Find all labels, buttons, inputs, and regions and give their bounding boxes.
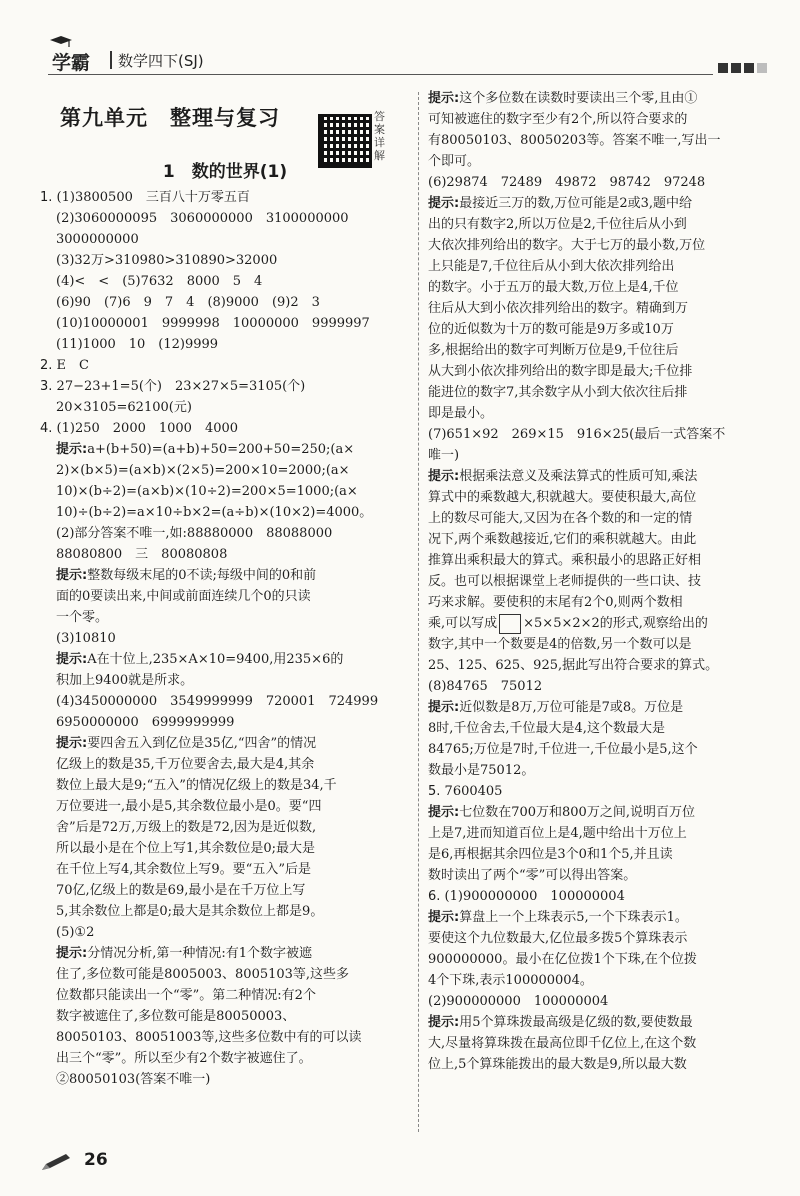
answer-line [40, 271, 410, 292]
answer-line [40, 397, 410, 418]
answer-text: 这个多位数在读数时要读出三个零,且由① [459, 91, 698, 106]
answer-line [428, 1033, 778, 1054]
answer-text: 27−23+1=5(个) 23×27×5=3105(个) [56, 379, 306, 394]
item-number: 5. [428, 784, 441, 799]
answer-line [428, 340, 778, 361]
answer-line [40, 481, 410, 502]
answer-line [40, 292, 410, 313]
answer-line [40, 439, 410, 460]
answer-line [428, 172, 778, 193]
answer-text: 7600405 [444, 784, 503, 799]
answer-line [428, 697, 778, 718]
answer-line [40, 313, 410, 334]
answer-text: ×5×5×2×2的形式,观察给出的 [523, 616, 708, 631]
answer-text: 唯一) [428, 448, 460, 463]
answer-line [40, 901, 410, 922]
answer-text: 多,根据给出的数字可判断万位是9,千位往后 [428, 343, 679, 358]
answer-text: 所以最小是在个位上写1,其余数位是0;最大是 [56, 841, 316, 856]
answer-text: (10)10000001 9999998 10000000 9999997 [56, 316, 370, 331]
answer-line [428, 739, 778, 760]
brand-logo: 学霸 [52, 52, 91, 74]
answer-line [40, 754, 410, 775]
answer-text: 出的只有数字2,所以万位是2,千位往后从小到 [428, 217, 687, 232]
answer-text: 上是7,进而知道百位上是4,题中给出十万位上 [428, 826, 687, 841]
item-number: 2. [40, 358, 53, 373]
answer-line [40, 859, 410, 880]
answer-text: 出三个“零”。所以至少有2个数字被遮住了。 [56, 1051, 312, 1066]
column-divider [418, 92, 419, 1132]
header-separator [110, 51, 112, 69]
answer-line [40, 460, 410, 481]
answer-text: 位的近似数为十万的数可能是9万多或10万 [428, 322, 674, 337]
answer-line [428, 886, 778, 907]
answer-line [428, 571, 778, 592]
answer-text: 10)÷(b÷2)=a×10÷b×2=(a÷b)×(10×2)=4000。 [56, 505, 373, 520]
right-answer-list [428, 88, 778, 1075]
answer-line [428, 88, 778, 109]
answer-text: 数位上最大是9;“五入”的情况亿级上的数是34,千 [56, 778, 337, 793]
answer-text: a+(b+50)=(a+b)+50=200+50=250;(a× [87, 442, 355, 457]
unit-title: 第九单元 整理与复习 [60, 106, 280, 130]
answer-text: (1)250 2000 1000 4000 [56, 421, 239, 436]
decor-block [731, 63, 741, 73]
answer-text: (2)900000000 100000004 [428, 994, 609, 1009]
answer-text: 5,其余数位上都是0;最大是其余数位上都是9。 [56, 904, 324, 919]
answer-text: (1)3800500 三百八十万零五百 [56, 190, 250, 205]
answer-line [428, 298, 778, 319]
answer-text: (6)90 (7)6 9 7 4 (8)9000 (9)2 3 [56, 295, 320, 310]
item-number: 4. [40, 421, 53, 436]
answer-text: (2)3060000095 3060000000 3100000000 [56, 211, 349, 226]
decor-block [718, 63, 728, 73]
answer-text: (11)1000 10 (12)9999 [56, 337, 219, 352]
answer-text: 数字被遮住了,多位数可能是80050003、 [56, 1009, 296, 1024]
answer-line [40, 943, 410, 964]
answer-text: 要使这个九位数最大,亿位最多拨5个算珠表示 [428, 931, 688, 946]
answer-text: 亿级上的数是35,千万位要舍去,最大是4,其余 [56, 757, 315, 772]
answer-text: 况下,两个乘数越接近,它们的乘积就越大。由此 [428, 532, 697, 547]
answer-text: 从大到小依次排列给出的数字即是最大;千位排 [428, 364, 693, 379]
answer-text: 算式中的乘数越大,积就越大。要使积最大,高位 [428, 490, 697, 505]
answer-text: 数字,其中一个数要是4的倍数,另一个数可以是 [428, 637, 692, 652]
answer-line [428, 235, 778, 256]
answer-line [40, 691, 410, 712]
answer-text: 即是最小。 [428, 406, 494, 421]
answer-line [428, 403, 778, 424]
answer-text: (7)651×92 269×15 916×25(最后一式答案不 [428, 427, 726, 442]
answer-text: 上只能是7,千位往后从小到大依次排列给出 [428, 259, 675, 274]
answer-line [40, 544, 410, 565]
qr-code-label: 答案详解 [374, 110, 385, 162]
answer-line [40, 376, 410, 397]
answer-text: 位上,5个算珠能拨出的最大数是9,所以最大数 [428, 1057, 687, 1072]
answer-text: (1)900000000 100000004 [444, 889, 625, 904]
answer-line [428, 949, 778, 970]
item-number: 6. [428, 889, 441, 904]
answer-text: 6950000000 6999999999 [56, 715, 235, 730]
answer-text: 大,尽量将算珠拨在最高位即千亿位上,在这个数 [428, 1036, 697, 1051]
header-rule [48, 74, 713, 75]
answer-text: 在千位上写4,其余数位上写9。要“五入”后是 [56, 862, 311, 877]
answer-text: 整数每级末尾的0不读;每级中间的0和前 [87, 568, 317, 583]
answer-line [40, 922, 410, 943]
item-number: 1. [40, 190, 53, 205]
section-title: 1 数的世界(1) [162, 162, 288, 182]
answer-line [40, 250, 410, 271]
hint-label: 提示: [428, 91, 460, 106]
answer-text: (5)①2 [56, 925, 95, 940]
header-decoration [718, 63, 767, 73]
answer-line [40, 964, 410, 985]
answer-line [428, 319, 778, 340]
answer-line [40, 586, 410, 607]
answer-text: 上的数尽可能大,又因为在各个数的和一定的情 [428, 511, 693, 526]
hint-label: 提示: [56, 568, 88, 583]
answer-line [40, 187, 410, 208]
answer-text: 4个下珠,表示100000004。 [428, 973, 593, 988]
answer-line [428, 760, 778, 781]
answer-line [428, 844, 778, 865]
answer-line [40, 418, 410, 439]
answer-text: 84765;万位是7时,千位进一,千位最小是5,这个 [428, 742, 698, 757]
hint-label: 提示: [428, 700, 460, 715]
right-column [428, 88, 778, 1075]
answer-line [428, 277, 778, 298]
answer-line [428, 361, 778, 382]
answer-line [40, 838, 410, 859]
answer-text: 分情况分析,第一种情况:有1个数字被遮 [87, 946, 312, 961]
answer-line [40, 208, 410, 229]
answer-line [428, 550, 778, 571]
answer-line [428, 676, 778, 697]
hint-label: 提示: [428, 805, 460, 820]
answer-line [428, 613, 778, 634]
answer-line [428, 907, 778, 928]
answer-text: 根据乘法意义及乘法算式的性质可知,乘法 [459, 469, 698, 484]
answer-line [428, 865, 778, 886]
hint-label: 提示: [56, 736, 88, 751]
hint-label: 提示: [428, 910, 460, 925]
answer-text: ②80050103(答案不唯一) [56, 1072, 211, 1087]
pencil-icon [40, 1152, 78, 1172]
item-number: 3. [40, 379, 53, 394]
hint-label: 提示: [428, 1015, 460, 1030]
page-header [0, 0, 800, 80]
answer-line [428, 802, 778, 823]
page-footer [40, 1150, 760, 1180]
answer-line [40, 880, 410, 901]
answer-text: 88080800 三 80080808 [56, 547, 228, 562]
answer-text: 面的0要读出来,中间或前面连续几个0的只读 [56, 589, 311, 604]
answer-line [428, 592, 778, 613]
hint-label: 提示: [56, 442, 88, 457]
decor-block [744, 63, 754, 73]
answer-line [428, 130, 778, 151]
answer-line [428, 781, 778, 802]
answer-line [428, 445, 778, 466]
answer-text: 的数字。小于五万的最大数,万位上是4,千位 [428, 280, 679, 295]
answer-text: 最接近三万的数,万位可能是2或3,题中给 [459, 196, 693, 211]
answer-text: E C [56, 358, 89, 373]
book-title: 数学四下(SJ) [118, 52, 204, 70]
answer-line [40, 817, 410, 838]
answer-line [428, 508, 778, 529]
answer-line [40, 1027, 410, 1048]
answer-text: 大依次排列给出的数字。大于七万的最小数,万位 [428, 238, 706, 253]
answer-text: 住了,多位数可能是8005003、8005103等,这些多 [56, 967, 350, 982]
blank-box [499, 614, 521, 634]
page-number: 26 [84, 1150, 108, 1170]
graduation-cap-icon [50, 36, 72, 48]
decor-block [757, 63, 767, 73]
answer-text: (6)29874 72489 49872 98742 97248 [428, 175, 706, 190]
answer-line [40, 355, 410, 376]
hint-label: 提示: [428, 469, 460, 484]
answer-line [40, 985, 410, 1006]
answer-text: 巧来求解。要使积的末尾有2个0,则两个数相 [428, 595, 683, 610]
answer-text: 用5个算珠拨最高级是亿级的数,要使数最 [459, 1015, 693, 1030]
answer-line [428, 487, 778, 508]
answer-line [40, 1048, 410, 1069]
answer-line [40, 712, 410, 733]
answer-line [40, 733, 410, 754]
answer-text: 25、125、625、925,据此写出符合要求的算式。 [428, 658, 719, 673]
answer-text: (4)3450000000 3549999999 720001 724999 [56, 694, 379, 709]
answer-line [428, 1054, 778, 1075]
answer-line [40, 334, 410, 355]
answer-text: 推算出乘积最大的算式。乘积最小的思路正好相 [428, 553, 702, 568]
answer-line [428, 529, 778, 550]
answer-text: A在十位上,235×A×10=9400,用235×6的 [87, 652, 344, 667]
answer-line [428, 193, 778, 214]
answer-text: 一个零。 [56, 610, 109, 625]
answer-line [40, 565, 410, 586]
answer-text: 舍”后是72万,万级上的数是72,因为是近似数, [56, 820, 317, 835]
answer-line [428, 382, 778, 403]
answer-text: 往后从大到小依次排列给出的数字。精确到万 [428, 301, 689, 316]
answer-text: 积加上9400就是所求。 [56, 673, 194, 688]
answer-line [428, 151, 778, 172]
answer-text: 10)×(b÷2)=(a×b)×(10÷2)=200×5=1000;(a× [56, 484, 358, 499]
answer-line [40, 649, 410, 670]
answer-text: 8时,千位舍去,千位最大是4,这个数最大是 [428, 721, 665, 736]
hint-label: 提示: [56, 652, 88, 667]
answer-line [40, 796, 410, 817]
answer-line [428, 655, 778, 676]
answer-text: (4)< < (5)7632 8000 5 4 [56, 274, 263, 289]
answer-line [428, 634, 778, 655]
answer-line [428, 823, 778, 844]
answer-line [40, 523, 410, 544]
answer-line [428, 424, 778, 445]
answer-text: 可知被遮住的数字至少有2个,所以符合要求的 [428, 112, 688, 127]
answer-text: 数时读出了两个“零”可以得出答案。 [428, 868, 637, 883]
answer-text: 近似数是8万,万位可能是7或8。万位是 [459, 700, 684, 715]
answer-text: (3)32万>310980>310890>32000 [56, 253, 278, 268]
answer-text: (8)84765 75012 [428, 679, 543, 694]
answer-line [428, 466, 778, 487]
answer-text: (3)10810 [56, 631, 116, 646]
answer-text: 70亿,亿级上的数是69,最小是在千万位上写 [56, 883, 306, 898]
answer-text: 位数都只能读出一个“零”。第二种情况:有2个 [56, 988, 316, 1003]
answer-text: 能进位的数字7,其余数字从小到大依次往后排 [428, 385, 688, 400]
answer-line [428, 109, 778, 130]
answer-text: 数最小是75012。 [428, 763, 535, 778]
left-column [40, 88, 410, 1090]
answer-text: 20×3105=62100(元) [56, 400, 192, 415]
left-answer-list [40, 187, 410, 1090]
answer-line [428, 718, 778, 739]
answer-line [428, 1012, 778, 1033]
answer-text: 要四舍五入到亿位是35亿,“四舍”的情况 [87, 736, 317, 751]
answer-text: 个即可。 [428, 154, 481, 169]
answer-text: 乘,可以写成 [428, 616, 498, 631]
answer-line [40, 775, 410, 796]
qr-code-icon[interactable] [318, 114, 372, 168]
answer-text: 算盘上一个上珠表示5,一个下珠表示1。 [459, 910, 688, 925]
answer-text: 反。也可以根据课堂上老师提供的一些口诀、技 [428, 574, 702, 589]
answer-line [40, 628, 410, 649]
answer-text: 七位数在700万和800万之间,说明百万位 [459, 805, 695, 820]
answer-line [40, 229, 410, 250]
answer-text: 3000000000 [56, 232, 139, 247]
answer-line [428, 928, 778, 949]
answer-line [428, 991, 778, 1012]
answer-line [40, 502, 410, 523]
answer-line [40, 1006, 410, 1027]
answer-text: 900000000。最小在亿位拨1个下珠,在个位拨 [428, 952, 697, 967]
answer-line [428, 256, 778, 277]
answer-line [40, 607, 410, 628]
answer-line [40, 670, 410, 691]
answer-line [40, 1069, 410, 1090]
hint-label: 提示: [428, 196, 460, 211]
answer-line [428, 970, 778, 991]
answer-line [428, 214, 778, 235]
answer-text: 是6,再根据其余四位是3个0和1个5,并且读 [428, 847, 673, 862]
answer-text: 80050103、80051003等,这些多位数中有的可以读 [56, 1030, 362, 1045]
answer-text: 2)×(b×5)=(a×b)×(2×5)=200×10=2000;(a× [56, 463, 350, 478]
answer-text: 有80050103、80050203等。答案不唯一,写出一 [428, 133, 721, 148]
hint-label: 提示: [56, 946, 88, 961]
answer-text: 万位要进一,最小是5,其余数位最小是0。要“四 [56, 799, 322, 814]
answer-text: (2)部分答案不唯一,如:88880000 88088000 [56, 526, 333, 541]
